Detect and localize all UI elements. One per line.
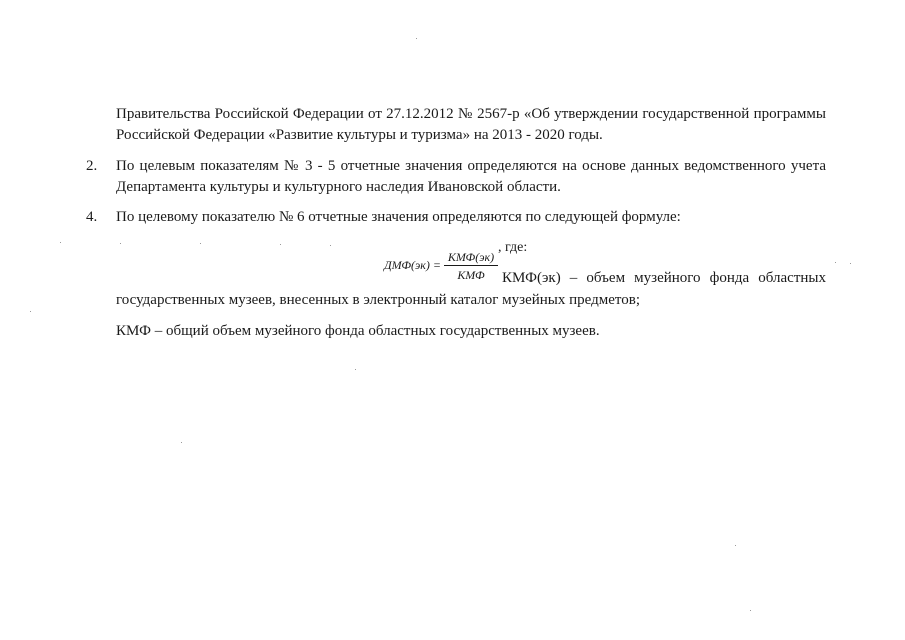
- scan-speck: [30, 311, 31, 312]
- item2-number: 2.: [86, 158, 98, 174]
- scan-speck: [750, 610, 751, 611]
- scan-speck: [200, 243, 201, 244]
- item4-line1: По целевому показателю № 6 отчетные значения определяются по следующей формуле:: [116, 209, 681, 225]
- scan-speck: [835, 262, 836, 263]
- scan-speck: [181, 442, 182, 443]
- definition1-line2: государственных музеев, внесенных в электронный каталог музейных предметов;: [116, 292, 641, 308]
- scan-speck: [850, 263, 851, 264]
- scan-speck: [355, 369, 356, 370]
- formula-fraction: [444, 250, 498, 282]
- item2-line2: Департамента культуры и культурного наследия Ивановской области.: [116, 179, 561, 195]
- scan-speck: [416, 38, 417, 39]
- para1-line1: Правительства Российской Федерации от 27.12.2012 № 2567-р «Об утверждении государственной программы: [116, 106, 826, 122]
- definition1-line1: КМФ(эк) – объем музейного фонда областных: [502, 270, 826, 286]
- scan-speck: [330, 245, 331, 246]
- formula-numerator: КМФ(эк): [447, 250, 495, 264]
- fraction-bar: [444, 265, 498, 266]
- item4-number: 4.: [86, 209, 98, 225]
- item2-line1: По целевым показателям № 3 - 5 отчетные значения определяются на основе данных ведомственного учета: [116, 158, 826, 174]
- scan-speck: [120, 243, 121, 244]
- para1-line2: Российской Федерации «Развитие культуры и туризма» на 2013 - 2020 годы.: [116, 127, 603, 143]
- formula-suffix: , где:: [498, 240, 528, 255]
- definition2-line1: КМФ – общий объем музейного фонда областных государственных музеев.: [116, 323, 600, 339]
- scan-speck: [735, 545, 736, 546]
- formula-lhs: ДМФ(эк) =: [384, 258, 441, 272]
- scan-speck: [280, 244, 281, 245]
- formula-denominator: КМФ: [457, 268, 485, 282]
- scan-speck: [60, 242, 61, 243]
